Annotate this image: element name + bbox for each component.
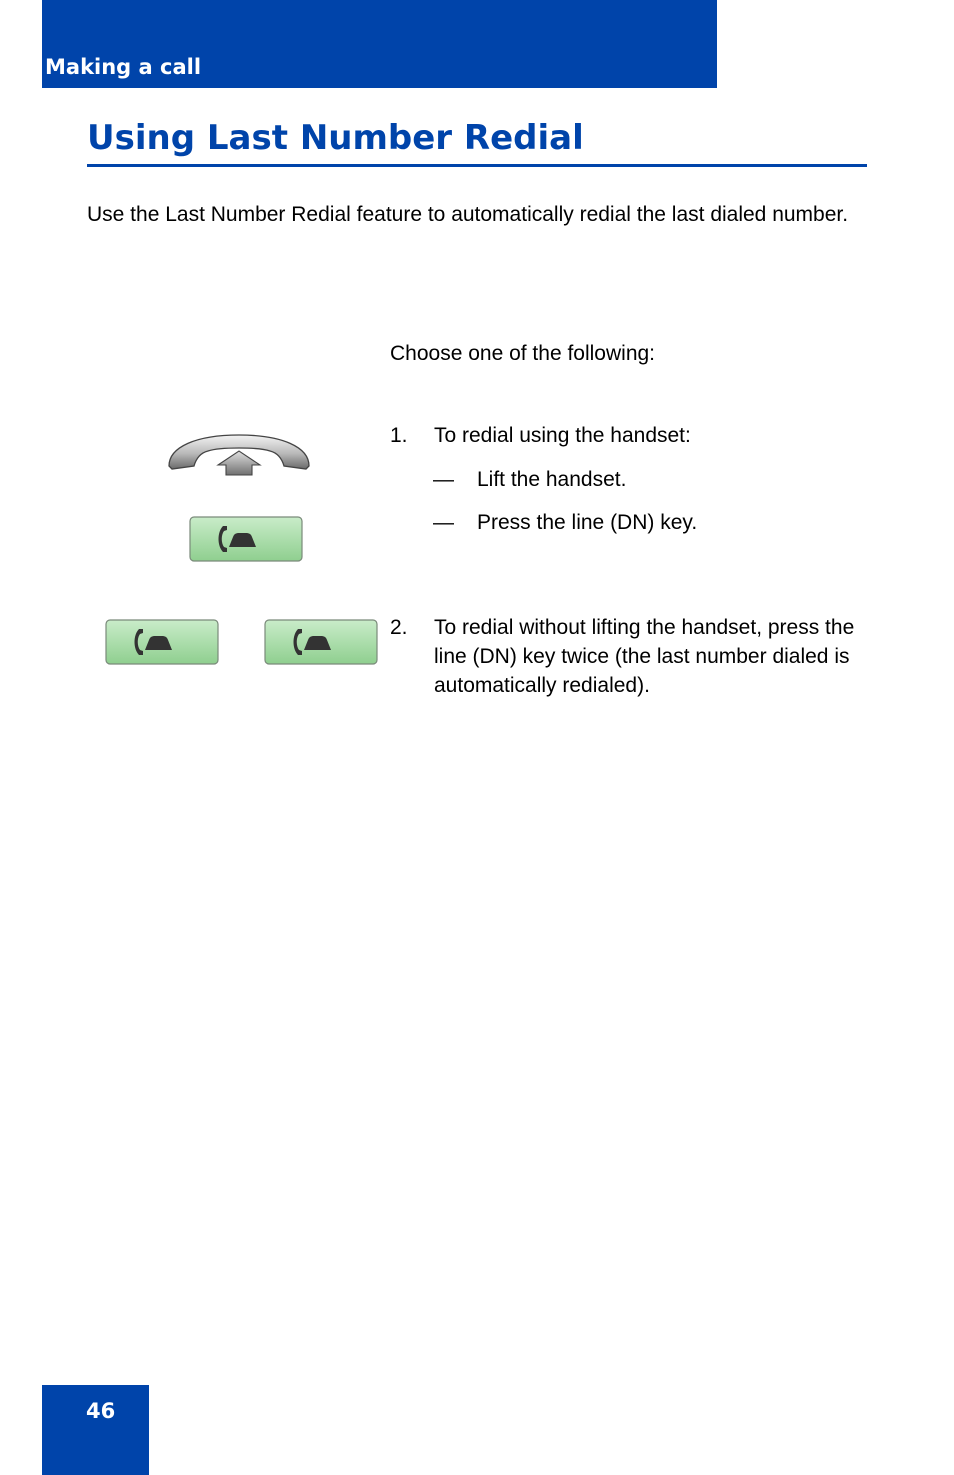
step-text: To redial without lifting the handset, press the line (DN) key twice (the last number dialed is automatically redialed). xyxy=(434,616,855,697)
page-number: 46 xyxy=(86,1399,116,1423)
step-number: 2. xyxy=(390,616,408,639)
line-dn-key-icon xyxy=(264,619,378,665)
substep-text: Lift the handset. xyxy=(477,468,627,491)
line-dn-key-icon xyxy=(189,516,303,562)
page-title: Using Last Number Redial xyxy=(87,118,584,158)
choose-instruction: Choose one of the following: xyxy=(390,342,656,365)
substep-dash: — xyxy=(433,511,454,534)
substep-dash: — xyxy=(433,468,454,491)
title-divider xyxy=(87,164,867,167)
handset-lift-icon xyxy=(166,429,312,479)
step-text: To redial using the handset: xyxy=(434,424,691,447)
step-number: 1. xyxy=(390,424,408,447)
intro-paragraph: Use the Last Number Redial feature to automatically redial the last dialed number. xyxy=(87,203,849,226)
line-dn-key-icon xyxy=(105,619,219,665)
substep-text: Press the line (DN) key. xyxy=(477,511,698,534)
section-label: Making a call xyxy=(45,55,202,79)
